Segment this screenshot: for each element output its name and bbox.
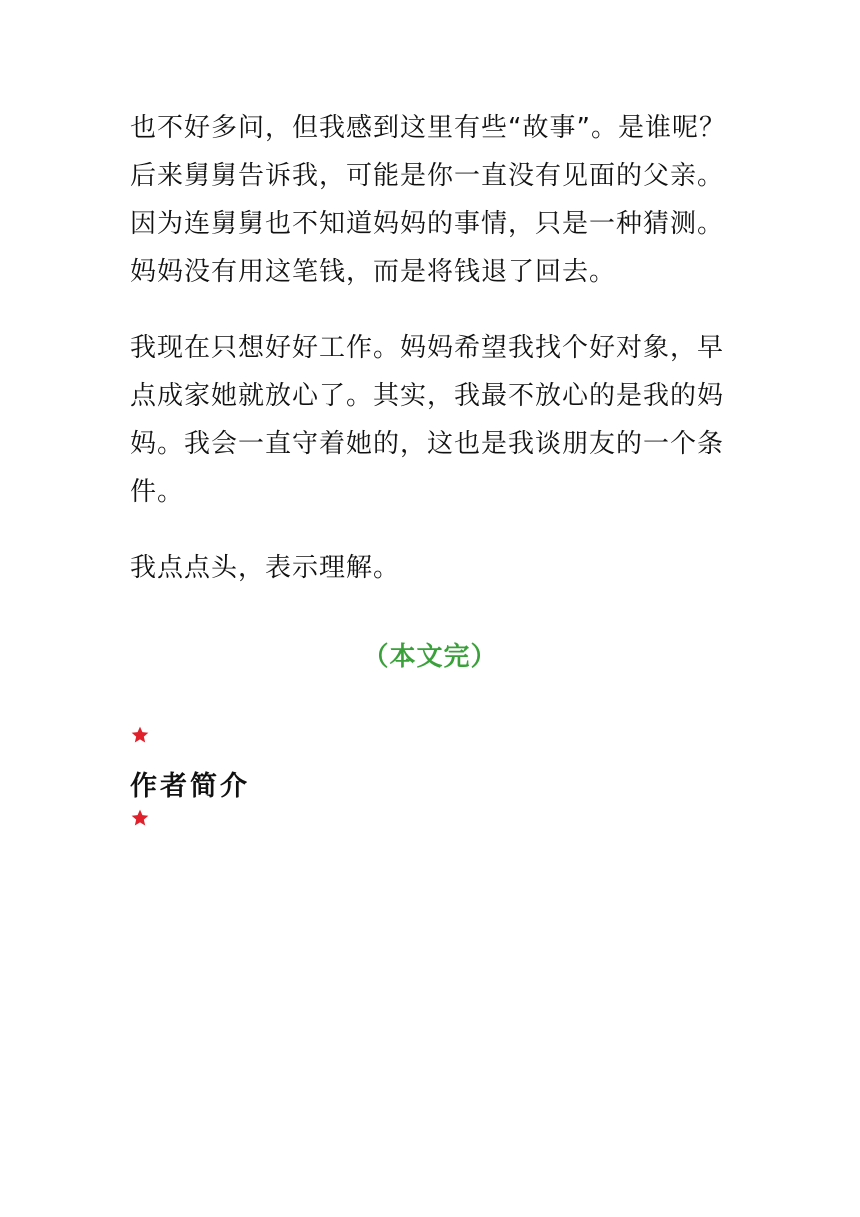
text-line: 妈。我会一直守着她的，这也是我谈朋友的一个条 [130,429,725,459]
text-line: 我点点头，表示理解。 [130,553,401,583]
text-line: 我现在只想好好工作。妈妈希望我找个好对象，早 [130,333,725,363]
paragraph-1 [130,104,740,296]
text-line: 件。 [130,477,185,507]
text-line: 妈妈没有用这笔钱，而是将钱退了回去。 [130,257,617,287]
star-icon-shape [130,725,150,745]
text-line: 后来舅舅告诉我，可能是你一直没有见面的父亲。 [130,161,725,191]
paragraph-3 [130,544,740,592]
text-line: 点成家她就放心了。其实，我最不放心的是我的妈 [130,381,725,411]
text-line: 也不好多问，但我感到这里有些“故事”。是谁呢？ [130,113,726,143]
end-of-article-mark: （本文完） [362,642,498,672]
star-icon [130,725,150,745]
paragraph-2 [130,324,740,516]
star-icon [130,808,150,828]
text-line: 因为连舅舅也不知道妈妈的事情，只是一种猜测。 [130,209,725,239]
star-icon-shape [130,808,150,828]
article-body [130,104,740,620]
author-intro-heading: 作者简介 [130,771,250,802]
